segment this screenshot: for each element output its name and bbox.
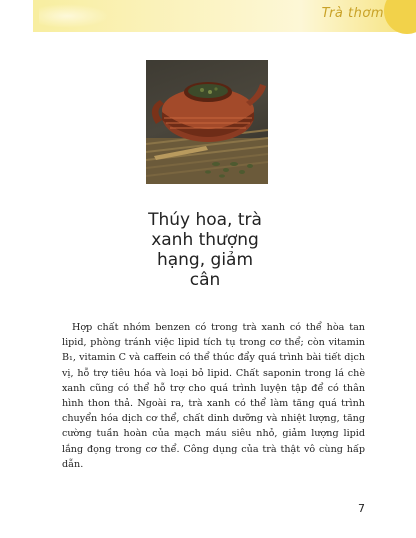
- body-paragraph: [62, 320, 365, 472]
- header-logo: Trà thơm: [321, 6, 384, 21]
- text-line: hóa dịch cơ thể, chất dinh dưỡng và nhiệt lượng, tăng: [100, 413, 365, 425]
- text-line: tan lipid, phòng tránh việc lipid tích tụ trong cơ thể;: [62, 322, 365, 349]
- title-line: Thúy hoa, trà: [148, 210, 262, 230]
- header-circle-decoration: [384, 0, 416, 34]
- title-line: cân: [189, 270, 221, 290]
- page-title: [100, 210, 310, 290]
- text-line: cùng hấp dẫn.: [62, 443, 365, 470]
- page-number: 7: [358, 502, 365, 515]
- title-line: xanh thượng: [151, 230, 259, 250]
- text-line: Hợp chất nhóm benzen có trong trà xanh có thể hòa: [72, 322, 345, 333]
- text-line: quá trình bài tiết dịch vị, hỗ trợ tiêu hóa và loại bỏ: [62, 352, 365, 379]
- text-line: trợ cho quá trình luyện tập để có thân hình thon thả.: [62, 382, 365, 410]
- text-line: Ngoài ra, trà xanh có thể làm tăng quá trình chuyển: [62, 398, 365, 425]
- text-line: cường tuần hoàn của mạch máu siêu nhỏ, giảm lượng: [62, 428, 339, 440]
- teapot-photo: [146, 60, 268, 184]
- text-line: lipid. Chất saponin trong lá chè xanh cũng có thể hỗ: [62, 367, 365, 394]
- header-band: [33, 0, 416, 32]
- title-line: hạng, giảm: [156, 250, 254, 270]
- text-line: còn vitamin B₁, vitamin C và caffein có thể thúc đẩy: [62, 337, 365, 364]
- text-line: lipid lắng đọng trong cơ thể. Công dụng của trà thật vô: [62, 428, 365, 455]
